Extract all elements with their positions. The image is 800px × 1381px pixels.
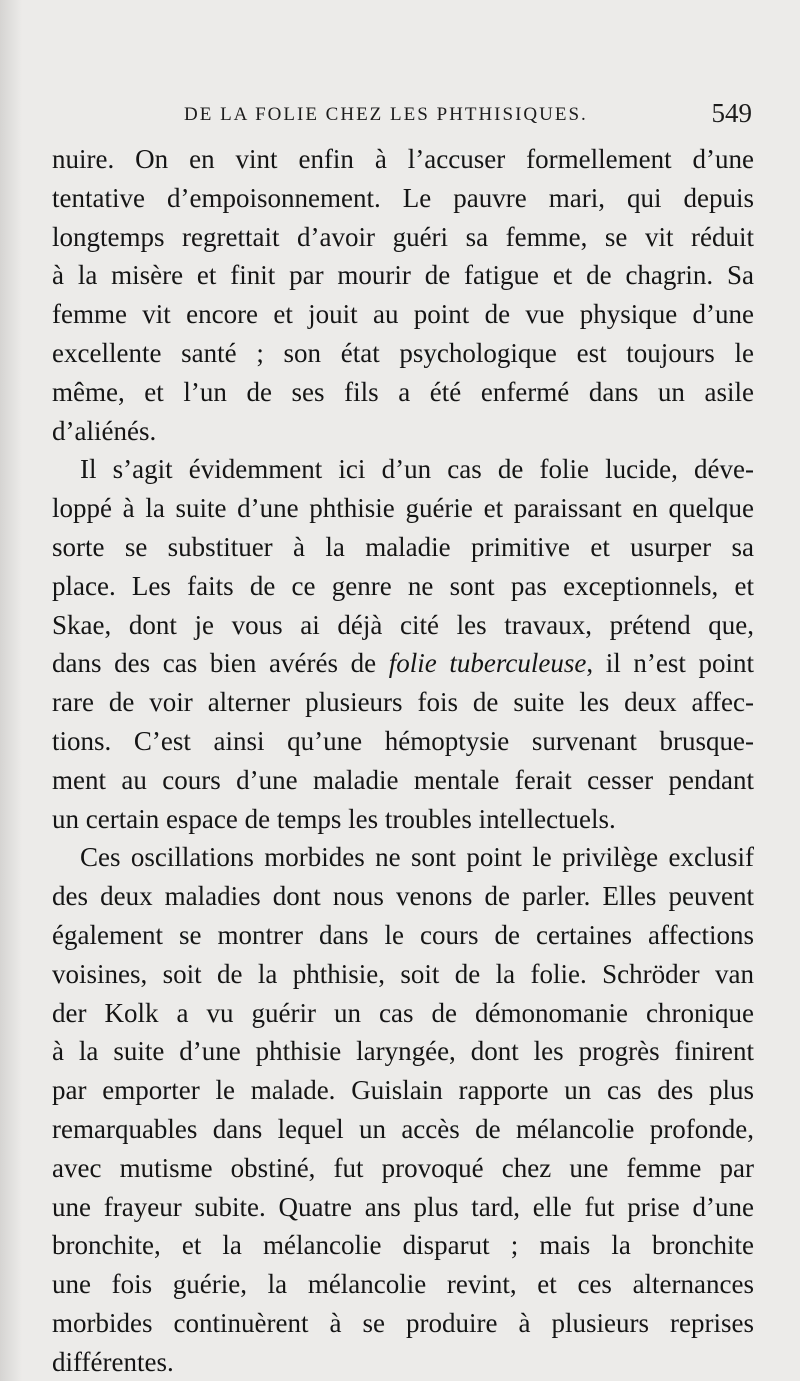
text-line: Ces oscillations morbides ne sont point le privilège exclusif	[80, 842, 754, 873]
text-line: rare de voir alterner plusieurs fois de suite les deux affec-	[52, 687, 754, 718]
text-line: également se montrer dans le cours de certaines affections	[52, 919, 754, 950]
text-line: ment au cours d’une maladie mentale ferait cesser pendant	[52, 764, 754, 795]
text-line: loppé à la suite d’une phthisie guérie et paraissant en quelque	[52, 493, 754, 524]
text-line: voisines, soit de la phthisie, soit de la folie. Schröder van	[52, 958, 754, 989]
text-line: dans des cas bien avérés de folie tuberculeuse, il n’est point	[52, 648, 754, 679]
running-title: DE LA FOLIE CHEZ LES PHTHISIQUES.	[184, 104, 588, 125]
text-line: même, et l’un de ses fils a été enfermé dans un asile	[52, 376, 754, 407]
text-line: der Kolk a vu guérir un cas de démonomanie chronique	[52, 997, 754, 1028]
text-line: excellente santé ; son état psychologique est toujours le	[52, 337, 754, 368]
text-line: tentative d’empoisonnement. Le pauvre mari, qui depuis	[52, 182, 754, 213]
text-line: place. Les faits de ce genre ne sont pas exceptionnels, et	[52, 570, 754, 601]
text-line: bronchite, et la mélancolie disparut ; mais la bronchite	[52, 1230, 754, 1261]
text-line: longtemps regrettait d’avoir guéri sa femme, se vit réduit	[52, 221, 754, 252]
text-line: avec mutisme obstiné, fut provoqué chez une femme par	[52, 1152, 754, 1183]
text-line: sorte se substituer à la maladie primitive et usurper sa	[52, 531, 754, 562]
text-line: Il s’agit évidemment ici d’un cas de folie lucide, déve-	[80, 454, 754, 485]
page-gutter-shadow	[0, 0, 22, 1381]
text-line: d’aliénés.	[52, 415, 157, 446]
text-line: une frayeur subite. Quatre ans plus tard, elle fut prise d’une	[52, 1191, 754, 1222]
text-line: Skae, dont je vous ai déjà cité les travaux, prétend que,	[52, 609, 754, 640]
text-line: des deux maladies dont nous venons de parler. Elles peuvent	[52, 881, 754, 912]
page-number: 549	[711, 98, 752, 128]
text-line: femme vit encore et jouit au point de vue physique d’une	[52, 299, 754, 330]
text-line: une fois guérie, la mélancolie revint, et ces alternances	[52, 1269, 754, 1300]
text-line: morbides continuèrent à se produire à plusieurs reprises	[52, 1307, 754, 1338]
text-line: nuire. On en vint enfin à l’accuser formellement d’une	[52, 144, 754, 174]
text-line: à la misère et finit par mourir de fatigue et de chagrin. Sa	[52, 260, 754, 291]
text-line: remarquables dans lequel un accès de mélancolie profonde,	[52, 1113, 754, 1144]
text-line: à la suite d’une phthisie laryngée, dont les progrès finirent	[52, 1036, 754, 1067]
italic-term: folie tuberculeuse	[388, 648, 587, 679]
text-line: un certain espace de temps les troubles intellectuels.	[52, 803, 616, 834]
text-line: différentes.	[52, 1346, 174, 1377]
text-line: par emporter le malade. Guislain rapporte un cas des plus	[52, 1075, 754, 1106]
running-head	[52, 100, 752, 130]
body-text	[52, 140, 754, 1381]
text-line: tions. C’est ainsi qu’une hémoptysie survenant brusque-	[52, 725, 754, 756]
